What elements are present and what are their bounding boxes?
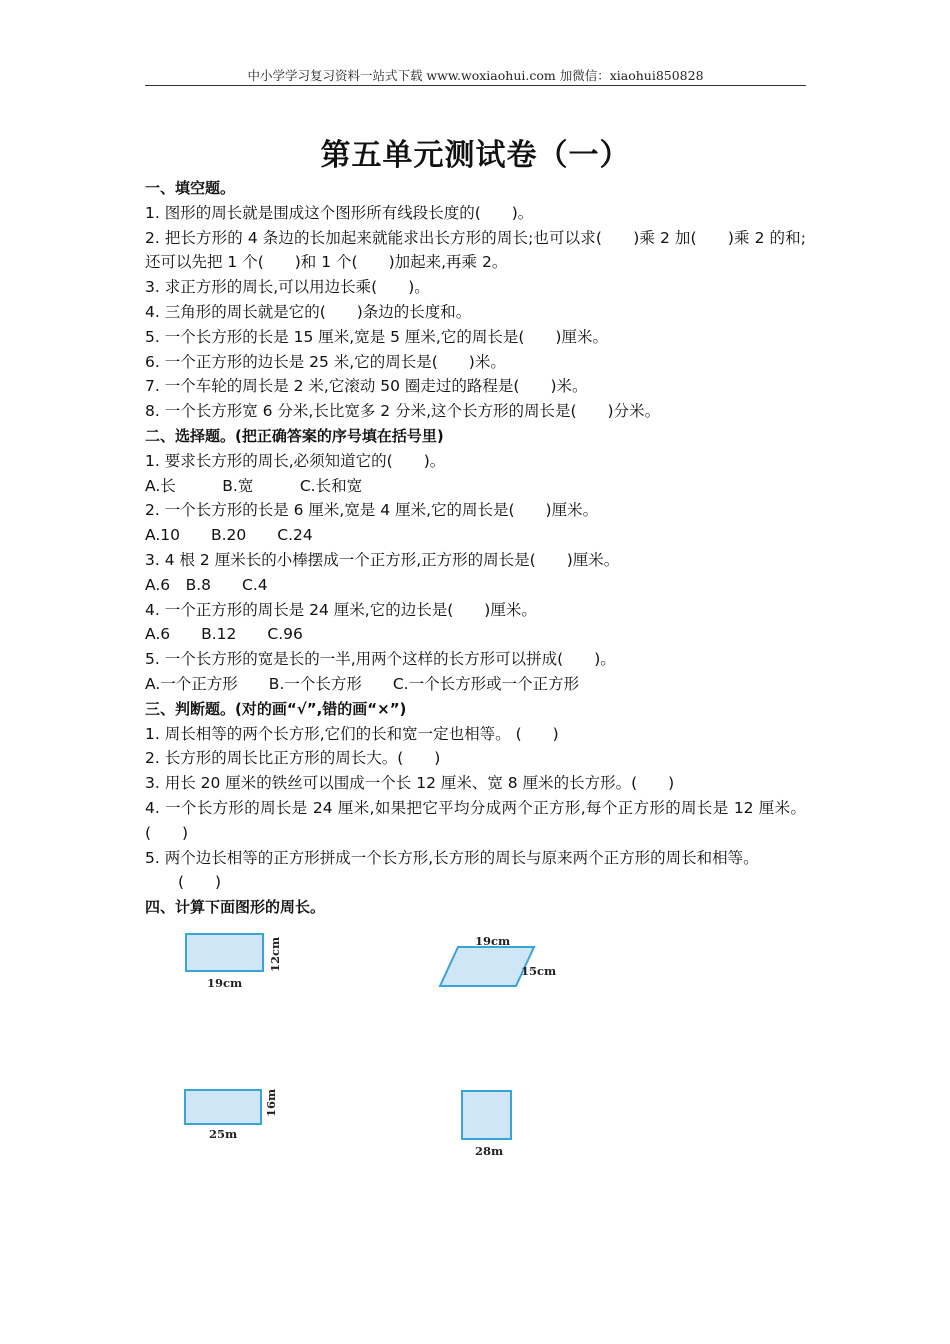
judge-question-2: 2. 长方形的周长比正方形的周长大。( ) xyxy=(145,749,441,768)
section-perimeter-heading: 四、计算下面图形的周长。 xyxy=(145,898,326,917)
section-judge-heading: 三、判断题。(对的画“√”,错的画“×”) xyxy=(145,699,407,718)
choice-question-2: 2. 一个长方形的长是 6 厘米,宽是 4 厘米,它的周长是( )厘米。 xyxy=(145,501,599,520)
page-title: 第五单元测试卷（一） xyxy=(320,138,631,173)
fill-in-question-3: 3. 求正方形的周长,可以用边长乘( )。 xyxy=(145,278,430,297)
section-fill-in-heading: 一、填空题。 xyxy=(145,179,236,197)
fill-in-question-5: 5. 一个长方形的长是 15 厘米,宽是 5 厘米,它的周长是( )厘米。 xyxy=(145,327,608,346)
figure-1-bottom-label: 19cm xyxy=(207,976,243,990)
choice-options-1: A.长 B.宽 C.长和宽 xyxy=(145,476,363,495)
section-choice-heading: 二、选择题。(把正确答案的序号填在括号里) xyxy=(145,426,444,445)
choice-question-1: 1. 要求长方形的周长,必须知道它的( )。 xyxy=(145,451,446,470)
choice-question-3: 3. 4 根 2 厘米长的小棒摆成一个正方形,正方形的周长是( )厘米。 xyxy=(145,550,620,569)
choice-options-3: A.6 B.8 C.4 xyxy=(145,575,268,594)
figure-3-bottom-label: 25m xyxy=(209,1127,238,1141)
fill-in-question-1: 1. 图形的周长就是围成这个图形所有线段长度的( )。 xyxy=(145,203,534,222)
figure-rectangle-2 xyxy=(184,1089,262,1125)
fill-in-question-7: 7. 一个车轮的周长是 2 米,它滚动 50 圈走过的路程是( )米。 xyxy=(145,377,588,396)
figure-3-side-label: 16m xyxy=(264,1088,278,1117)
choice-question-5: 5. 一个长方形的宽是长的一半,用两个这样的长方形可以拼成( )。 xyxy=(145,650,616,669)
fill-in-question-4: 4. 三角形的周长就是它的( )条边的长度和。 xyxy=(145,302,472,321)
fill-in-question-8: 8. 一个长方形宽 6 分米,长比宽多 2 分米,这个长方形的周长是( )分米。 xyxy=(145,402,661,421)
header-divider xyxy=(145,85,806,86)
figure-square xyxy=(461,1090,512,1140)
judge-question-5-blank: ( ) xyxy=(178,873,222,892)
choice-options-4: A.6 B.12 C.96 xyxy=(145,625,303,644)
choice-options-2: A.10 B.20 C.24 xyxy=(145,526,313,545)
fill-in-question-2: 2. 把长方形的 4 条边的长加起来就能求出长方形的周长;也可以求( )乘 2 加( )乘 2 的和;还可以先把 1 个( )和 1 个( )加起来,再乘 2。 xyxy=(145,228,806,272)
judge-question-3: 3. 用长 20 厘米的铁丝可以围成一个长 12 厘米、宽 8 厘米的长方形。( ) xyxy=(145,774,675,793)
figure-4-bottom-label: 28m xyxy=(475,1144,504,1158)
figure-2-side-label: 15cm xyxy=(521,964,557,978)
judge-question-1: 1. 周长相等的两个长方形,它们的长和宽一定也相等。 ( ) xyxy=(145,724,559,743)
figure-2-top-label: 19cm xyxy=(475,934,511,948)
choice-options-5: A.一个正方形 B.一个长方形 C.一个长方形或一个正方形 xyxy=(145,674,580,693)
figure-1-side-label: 12cm xyxy=(268,936,282,972)
fill-in-question-6: 6. 一个正方形的边长是 25 米,它的周长是( )米。 xyxy=(145,352,506,371)
figure-rectangle-1 xyxy=(185,933,264,972)
page-header: 中小学学习复习资料一站式下载 www.woxiaohui.com 加微信：xiaohui850828 xyxy=(247,68,704,83)
exam-body xyxy=(145,176,806,920)
judge-question-5: 5. 两个边长相等的正方形拼成一个长方形,长方形的周长与原来两个正方形的周长和相等。 xyxy=(145,848,759,867)
judge-question-4: 4. 一个长方形的周长是 24 厘米,如果把它平均分成两个正方形,每个正方形的周长是 12 厘米。( ) xyxy=(145,798,806,842)
choice-question-4: 4. 一个正方形的周长是 24 厘米,它的边长是( )厘米。 xyxy=(145,600,537,619)
